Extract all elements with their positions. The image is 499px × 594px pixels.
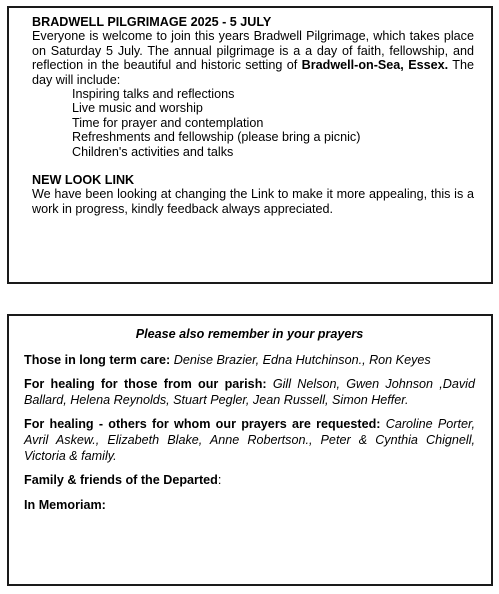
pilgrimage-intro-text-end: The day will include: xyxy=(32,58,474,87)
departed-colon: : xyxy=(217,473,222,488)
healing-others-names: Caroline Porter, Avril Askew., Elizabeth Blake, Anne Robertson., Peter & Cynthia Chignell, Victoria & family. xyxy=(24,417,475,463)
departed-label: Family & friends of the Departed xyxy=(24,473,218,488)
long-term-care-names: Denise Brazier, Edna Hutchinson., Ron Keyes xyxy=(170,352,431,367)
list-item: Children's activities and talks xyxy=(72,144,234,159)
healing-parish-label: For healing for those from our parish: xyxy=(24,377,267,392)
new-look-heading: NEW LOOK LINK xyxy=(32,173,135,188)
list-item: Refreshments and fellowship (please bring a picnic) xyxy=(72,130,361,145)
departed-paragraph xyxy=(24,473,475,489)
pilgrimage-location: Bradwell-on-Sea, Essex. xyxy=(301,58,449,73)
prayers-box xyxy=(7,314,493,586)
list-item: Live music and worship xyxy=(72,101,203,116)
list-item: Time for prayer and contemplation xyxy=(72,115,264,130)
pilgrimage-intro xyxy=(32,29,474,87)
pilgrimage-notice-box xyxy=(7,6,493,284)
long-term-care-label: Those in long term care: xyxy=(24,352,171,367)
pilgrimage-activities-list xyxy=(32,87,474,159)
pilgrimage-intro-text: Everyone is welcome to join this years Bradwell Pilgrimage, which takes place on Saturday 5 July. The annual pilgrimage is a a day of faith, fellowship, and reflection in the beautiful and historic setting of xyxy=(32,29,474,73)
healing-parish-names: Gill Nelson, Gwen Johnson ,David Ballard, Helena Reynolds, Stuart Pegler, Jean Russell, Simon Heffer. xyxy=(24,377,475,407)
pilgrimage-heading: BRADWELL PILGRIMAGE 2025 - 5 JULY xyxy=(32,15,272,29)
new-look-text: We have been looking at changing the Link to make it more appealing, this is a work in progress, kindly feedback always appreciated. xyxy=(32,187,474,216)
long-term-care-paragraph xyxy=(24,353,475,369)
list-item: Inspiring talks and reflections xyxy=(72,87,235,102)
healing-parish-paragraph xyxy=(24,377,475,408)
section-spacer xyxy=(32,159,474,173)
prayers-title: Please also remember in your prayers xyxy=(135,327,364,341)
healing-others-paragraph xyxy=(24,417,475,464)
healing-others-label: For healing - others for whom our prayers are requested: xyxy=(24,417,381,432)
memoriam-label: In Memoriam: xyxy=(24,497,106,512)
